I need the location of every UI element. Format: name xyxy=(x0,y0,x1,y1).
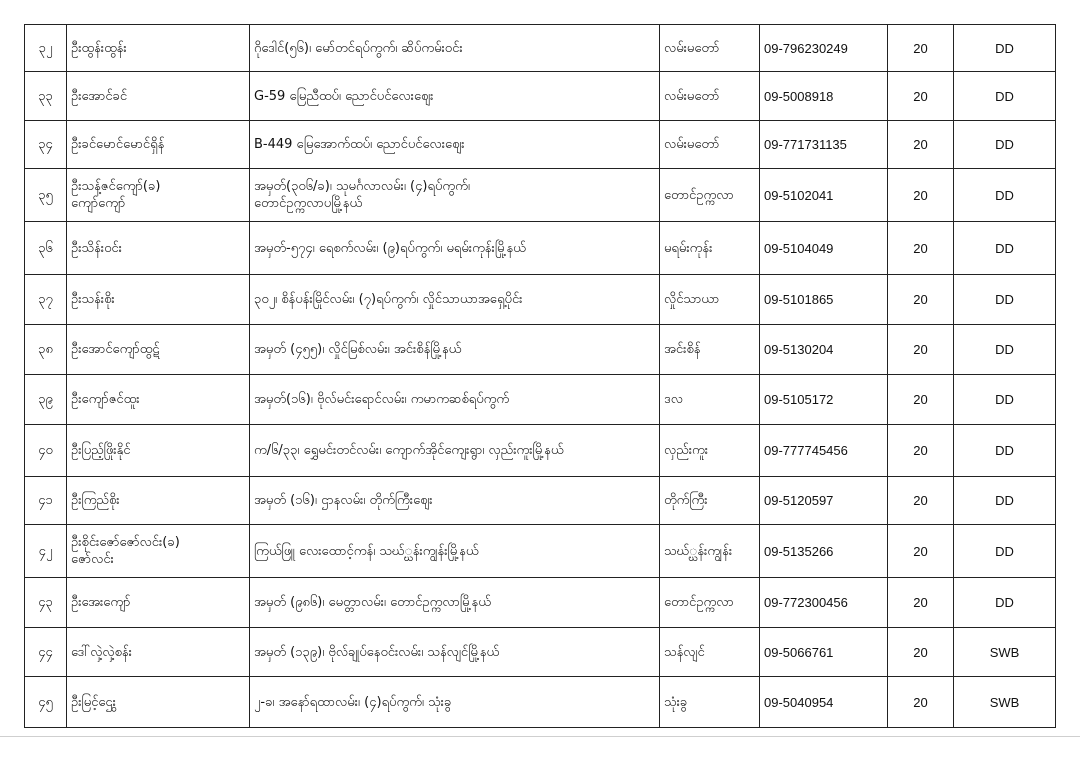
quantity-cell: 20 xyxy=(888,169,954,222)
address-text: အမှတ် (၄၅၅)၊ လှိုင်မြစ်လမ်း၊ အင်းစိန်မြို့နယ် xyxy=(254,342,462,357)
quantity-cell: 20 xyxy=(888,121,954,169)
table-row xyxy=(25,425,1056,477)
quantity-cell: 20 xyxy=(888,677,954,728)
name-cell xyxy=(67,25,250,72)
quantity-cell: 20 xyxy=(888,325,954,375)
type-cell: DD xyxy=(954,25,1056,72)
address-text: အမှတ်(၁၆)၊ ဗိုလ်မင်းရောင်လမ်း၊ ကမာကဆစ်ရပ်ကွက် xyxy=(254,392,510,407)
name-cell xyxy=(67,169,250,222)
township-cell: သဃ်္ဃန်းကျွန်း xyxy=(660,525,760,578)
row-number-cell: ၄၁ xyxy=(25,477,67,525)
phone-cell: 09-5101865 xyxy=(760,275,888,325)
phone-cell: 09-5105172 xyxy=(760,375,888,425)
row-number-cell: ၄၀ xyxy=(25,425,67,477)
phone-cell: 09-5104049 xyxy=(760,222,888,275)
phone-cell: 09-5066761 xyxy=(760,628,888,677)
phone-cell: 09-772300456 xyxy=(760,578,888,628)
type-cell: SWB xyxy=(954,677,1056,728)
phone-cell: 09-796230249 xyxy=(760,25,888,72)
address-cell xyxy=(250,72,660,121)
type-cell: DD xyxy=(954,325,1056,375)
name-cell xyxy=(67,677,250,728)
quantity-cell: 20 xyxy=(888,425,954,477)
name-cell xyxy=(67,578,250,628)
township-cell: လှည်းကူး xyxy=(660,425,760,477)
address-cell xyxy=(250,477,660,525)
type-cell: DD xyxy=(954,121,1056,169)
name-text: ဦးသိန်းဝင်း xyxy=(71,240,122,256)
quantity-cell: 20 xyxy=(888,477,954,525)
row-number-cell: ၄၂ xyxy=(25,525,67,578)
name-text: ဦးအောင်ခင် xyxy=(71,88,128,104)
address-cell xyxy=(250,525,660,578)
type-cell: DD xyxy=(954,525,1056,578)
phone-cell: 09-777745456 xyxy=(760,425,888,477)
quantity-cell: 20 xyxy=(888,375,954,425)
name-text: ဦးခင်မောင်မောင်ရှိန် xyxy=(71,137,165,152)
type-cell: DD xyxy=(954,72,1056,121)
phone-cell: 09-5135266 xyxy=(760,525,888,578)
name-text: ဦးအောင်ကျော်ထွဋ် xyxy=(71,342,160,357)
name-cell xyxy=(67,222,250,275)
type-cell: DD xyxy=(954,375,1056,425)
name-cell xyxy=(67,325,250,375)
township-cell: လှိုင်သာယာ xyxy=(660,275,760,325)
name-text: ဦးမြင့်ဌွေး xyxy=(71,694,116,710)
page-bottom-rule xyxy=(0,736,1080,737)
row-number-cell: ၃၆ xyxy=(25,222,67,275)
address-text: အမှတ် (၁၃၉)၊ ဗိုလ်ချုပ်နေဝင်းလမ်း၊ သန်လျင်မြို့နယ် xyxy=(254,644,500,660)
quantity-cell: 20 xyxy=(888,72,954,121)
table-row xyxy=(25,375,1056,425)
table-row xyxy=(25,628,1056,677)
name-cell xyxy=(67,72,250,121)
name-cell xyxy=(67,477,250,525)
address-cell xyxy=(250,222,660,275)
phone-cell: 09-5040954 xyxy=(760,677,888,728)
township-cell: လမ်းမတော် xyxy=(660,25,760,72)
address-cell xyxy=(250,25,660,72)
row-number-cell: ၃၇ xyxy=(25,275,67,325)
address-cell xyxy=(250,375,660,425)
quantity-cell: 20 xyxy=(888,25,954,72)
address-text: ၂-ခ၊ အနော်ရထာလမ်း၊ (၄)ရပ်ကွက်၊ သုံးခွ xyxy=(254,694,452,710)
phone-cell: 09-5120597 xyxy=(760,477,888,525)
name-text: ဦးသန်းစိုး xyxy=(71,292,115,307)
name-cell xyxy=(67,425,250,477)
address-cell xyxy=(250,578,660,628)
table-row xyxy=(25,525,1056,578)
quantity-cell: 20 xyxy=(888,222,954,275)
address-text: ဂိုဒေါင်(၅၆)၊ မော်တင်ရပ်ကွက်၊ ဆိပ်ကမ်းဝင်း xyxy=(254,40,463,56)
table-row xyxy=(25,677,1056,728)
type-cell: DD xyxy=(954,222,1056,275)
type-cell: DD xyxy=(954,425,1056,477)
address-cell xyxy=(250,425,660,477)
table-row xyxy=(25,121,1056,169)
address-text: B-449 မြေအောက်ထပ်၊ ညောင်ပင်လေးဈေး xyxy=(254,137,465,152)
table-row xyxy=(25,169,1056,222)
name-cell xyxy=(67,525,250,578)
name-cell xyxy=(67,375,250,425)
row-number-cell: ၃၈ xyxy=(25,325,67,375)
row-number-cell: ၃၂ xyxy=(25,25,67,72)
name-cell xyxy=(67,121,250,169)
address-cell xyxy=(250,169,660,222)
township-cell: တောင်ဥက္ကလာ xyxy=(660,578,760,628)
phone-cell: 09-5008918 xyxy=(760,72,888,121)
quantity-cell: 20 xyxy=(888,525,954,578)
township-cell: တိုက်ကြီး xyxy=(660,477,760,525)
township-cell: ဒလ xyxy=(660,375,760,425)
name-text: ဦးသန့်ဇင်ကျော်(ခ) xyxy=(71,179,161,194)
table-row xyxy=(25,222,1056,275)
type-cell: DD xyxy=(954,275,1056,325)
quantity-cell: 20 xyxy=(888,628,954,677)
table-row xyxy=(25,275,1056,325)
name-text: ဦးကျော်ဇင်ထူး xyxy=(71,392,140,407)
quantity-cell: 20 xyxy=(888,275,954,325)
township-cell: အင်းစိန် xyxy=(660,325,760,375)
address-text: ကြယ်ဖြူ လေးထောင့်ကန်၊ သဃ်္ဃန်းကျွန်းမြို့နယ် xyxy=(254,543,479,559)
address-cell xyxy=(250,275,660,325)
quantity-cell: 20 xyxy=(888,578,954,628)
row-number-cell: ၃၉ xyxy=(25,375,67,425)
table-row xyxy=(25,325,1056,375)
address-cell xyxy=(250,325,660,375)
address-text: G-59 မြေညီထပ်၊ ညောင်ပင်လေးဈေး xyxy=(254,88,434,104)
township-cell: လမ်းမတော် xyxy=(660,72,760,121)
row-number-cell: ၃၅ xyxy=(25,169,67,222)
address-text-line2: တောင်ဥက္ကလာပမြို့နယ် xyxy=(254,196,363,211)
address-text: ၃၀၂၊ စိန်ပန်းမြိုင်လမ်း၊ (၇)ရပ်ကွက်၊ လှိုင်သာယာအရှေ့ပိုင်း xyxy=(254,292,523,307)
township-cell: မရမ်းကုန်း xyxy=(660,222,760,275)
address-text: အမှတ်-၅၇၄၊ ရေစက်လမ်း၊ (၉)ရပ်ကွက်၊ မရမ်းကုန်းမြို့နယ် xyxy=(254,240,526,256)
type-cell: DD xyxy=(954,477,1056,525)
table-row xyxy=(25,25,1056,72)
address-cell xyxy=(250,121,660,169)
table-row xyxy=(25,578,1056,628)
address-text: အမှတ် (၉၈၆)၊ မေတ္တာလမ်း၊ တောင်ဥက္ကလာမြို့နယ် xyxy=(254,595,491,610)
type-cell: DD xyxy=(954,169,1056,222)
row-number-cell: ၃၃ xyxy=(25,72,67,121)
type-cell: SWB xyxy=(954,628,1056,677)
name-cell xyxy=(67,628,250,677)
address-text: အမှတ် (၁၆)၊ ဌာနလမ်း၊ တိုက်ကြီးဈေး xyxy=(254,493,433,508)
phone-cell: 09-5130204 xyxy=(760,325,888,375)
table-row xyxy=(25,477,1056,525)
township-cell: သန်လျင် xyxy=(660,628,760,677)
name-text: ဦးပြည့်ဖြိုးနိုင် xyxy=(71,443,131,458)
row-number-cell: ၄၅ xyxy=(25,677,67,728)
name-cell xyxy=(67,275,250,325)
row-number-cell: ၄၃ xyxy=(25,578,67,628)
name-text: ဦးကြည်စိုး xyxy=(71,493,120,508)
township-cell: တောင်ဥက္ကလာ xyxy=(660,169,760,222)
name-text: ဒေါ်လှဲ့လှဲ့စန်း xyxy=(71,644,132,660)
name-text-line2: ဇော်လင်း xyxy=(71,552,114,567)
name-text: ဦးအေးကျော် xyxy=(71,595,131,610)
address-cell xyxy=(250,677,660,728)
table-row xyxy=(25,72,1056,121)
name-text-line2: ကျော်ကျော် xyxy=(71,196,126,211)
address-cell xyxy=(250,628,660,677)
type-cell: DD xyxy=(954,578,1056,628)
township-cell: သုံးခွ xyxy=(660,677,760,728)
name-text: ဦးစိုင်းဇော်ဇော်လင်း(ခ) xyxy=(71,535,180,550)
phone-cell: 09-771731135 xyxy=(760,121,888,169)
township-cell: လမ်းမတော် xyxy=(660,121,760,169)
dealer-table xyxy=(24,24,1056,728)
row-number-cell: ၃၄ xyxy=(25,121,67,169)
row-number-cell: ၄၄ xyxy=(25,628,67,677)
phone-cell: 09-5102041 xyxy=(760,169,888,222)
name-text: ဦးထွန်းထွန်း xyxy=(71,40,127,56)
address-text: အမှတ်(၃၀၆/ခ)၊ သုမင်္ဂလာလမ်း၊ (၄)ရပ်ကွက်၊ xyxy=(254,179,470,194)
address-text: က/၆/၃၃၊ ရွှေမင်းတင်လမ်း၊ ကျောက်အိုင်ကျေးရွာ၊ လှည်းကူးမြို့နယ် xyxy=(254,443,564,458)
